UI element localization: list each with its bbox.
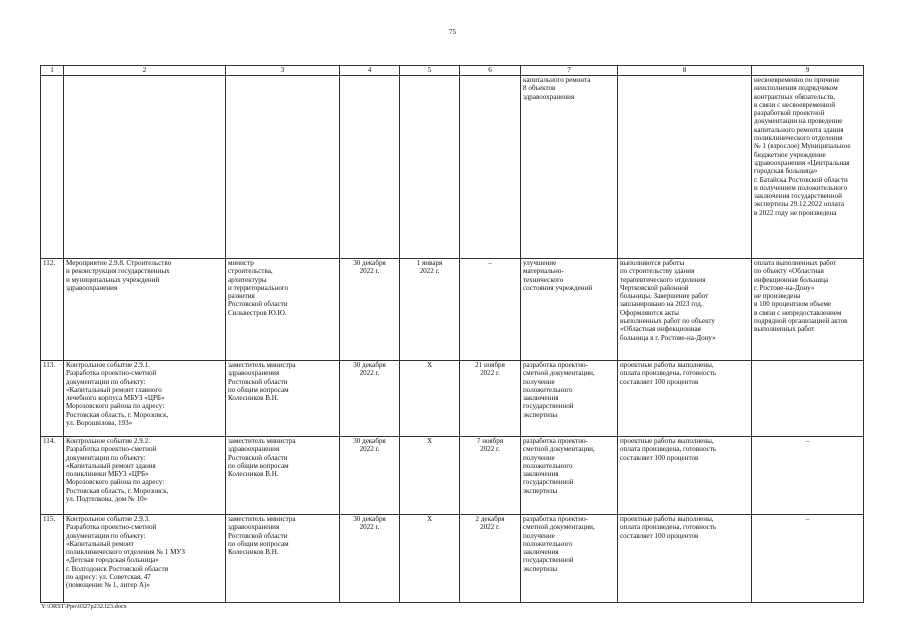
row-number: 115. [41,515,64,603]
notes-cell [752,361,864,437]
planned-date-cell: 30 декабря 2022 г. [340,437,400,515]
actual-date-cell: 21 ноября 2022 г. [460,361,521,437]
actual-date-cell: 2 декабря 2022 г. [460,515,521,603]
event-cell: Контрольное событие 2.9.3. Разработка проектно-сметной документации по объекту: «Капитальный ремонт поликлинического отделения № 1 МУЗ «Детская городская больница» г. Волгодонск Ростовской области по адресу: ул. Советская, 47 (помещение № 1, литер А)» [64,515,226,603]
result-cell: разработка проектно- сметной документации, получение положительного заключения государственной экспертизы [521,437,618,515]
header-cell: 5 [400,66,460,76]
result-cell: улучшение материально- технического состояния учреждений [521,259,618,361]
status-cell [618,76,752,259]
row-number: 113. [41,361,64,437]
start-date-cell [400,76,460,259]
page-number: 75 [448,27,457,36]
event-cell: Контрольное событие 2.9.2. Разработка проектно-сметной документации по объекту: «Капитальный ремонт здания поликлиники МБУЗ «ЦРБ» Морозовского района по адресу: Ростовская область, г. Морозовск, ул. Подтелкова, дом № 10» [64,437,226,515]
header-cell: 4 [340,66,400,76]
table-row [41,259,864,361]
notes-cell: несвоевременно по причине неисполнения подрядчиком контрактных обязательств, в связи с несвоевременной разработкой проектной документации на проведение капитального ремонта здания поликлинического отделения № 1 (взрослое) Муниципальное бюджетное учреждение здравоохранения «Центральная городская больница» г. Батайска Ростовской области и получением положительного заключения государственной экспертизы 29.12.2022 оплата в 2022 году не произведена [752,76,864,259]
actual-date-cell [460,76,521,259]
report-table [40,65,864,603]
actual-date-cell: 7 ноября 2022 г. [460,437,521,515]
notes-cell: – [752,515,864,603]
header-cell: 6 [460,66,521,76]
header-cell: 3 [226,66,340,76]
start-date-cell: X [400,437,460,515]
file-path-footer: Y:\ORST\Ppo\0327p232.f23.docx [41,603,127,610]
row-number: 114. [41,437,64,515]
event-cell [64,76,226,259]
responsible-cell: заместитель министра здравоохранения Ростовской области по общим вопросам Колесников В.Н. [226,515,340,603]
notes-cell: – [752,437,864,515]
start-date-cell: 1 января 2022 г. [400,259,460,361]
status-cell: проектные работы выполнены, оплата произведена, готовность составляет 100 процентов [618,361,752,437]
table-row [41,361,864,437]
status-cell: проектные работы выполнены, оплата произведена, готовность составляет 100 процентов [618,437,752,515]
planned-date-cell [340,76,400,259]
responsible-cell: заместитель министра здравоохранения Ростовской области по общим вопросам Колесников В.Н. [226,361,340,437]
row-number [41,76,64,259]
header-cell: 1 [41,66,64,76]
start-date-cell: X [400,361,460,437]
table-row [41,515,864,603]
result-cell: разработка проектно- сметной документации, получение положительного заключения государственной экспертизы [521,515,618,603]
responsible-cell [226,76,340,259]
planned-date-cell: 30 декабря 2022 г. [340,515,400,603]
responsible-cell: министр строительства, архитектуры и территориального развития Ростовской области Сильвестров Ю.Ю. [226,259,340,361]
table-row [41,76,864,259]
event-cell: Мероприятие 2.9.8. Строительство и реконструкция государственных и муниципальных учреждений здравоохранения [64,259,226,361]
row-number: 112. [41,259,64,361]
header-cell: 7 [521,66,618,76]
header-cell: 8 [618,66,752,76]
status-cell: выполняются работы по строительству здания терапевтического отделения Чертковской районной больницы. Завершение работ запланировано на 2023 год. Оформляются акты выполненных работ по объекту «Областная инфекционная больница в г. Ростове-на-Дону» [618,259,752,361]
actual-date-cell: – [460,259,521,361]
planned-date-cell: 30 декабря 2022 г. [340,259,400,361]
planned-date-cell: 30 декабря 2022 г. [340,361,400,437]
responsible-cell: заместитель министра здравоохранения Ростовской области по общим вопросам Колесников В.Н. [226,437,340,515]
header-cell: 2 [64,66,226,76]
table-row [41,437,864,515]
result-cell: разработка проектно- сметной документации, получение положительного заключения государственной экспертизы [521,361,618,437]
header-cell: 9 [752,66,864,76]
notes-cell: оплата выполненных работ по объекту «Областная инфекционная больница г. Ростове-на-Дону» не произведена в 100 процентном объеме в связи с непредоставлением подрядной организацией актов выполненных работ [752,259,864,361]
result-cell: капитального ремонта 8 объектов здравоохранения [521,76,618,259]
header-row [41,66,864,76]
event-cell: Контрольное событие 2.9.1. Разработка проектно-сметной документации по объекту: «Капитальный ремонт главного лечебного корпуса МБУЗ «ЦРБ» Морозовского района по адресу: Ростовская область, г. Морозовск, ул. Ворошилова, 193» [64,361,226,437]
start-date-cell: X [400,515,460,603]
status-cell: проектные работы выполнены, оплата произведена, готовность составляет 100 процентов [618,515,752,603]
